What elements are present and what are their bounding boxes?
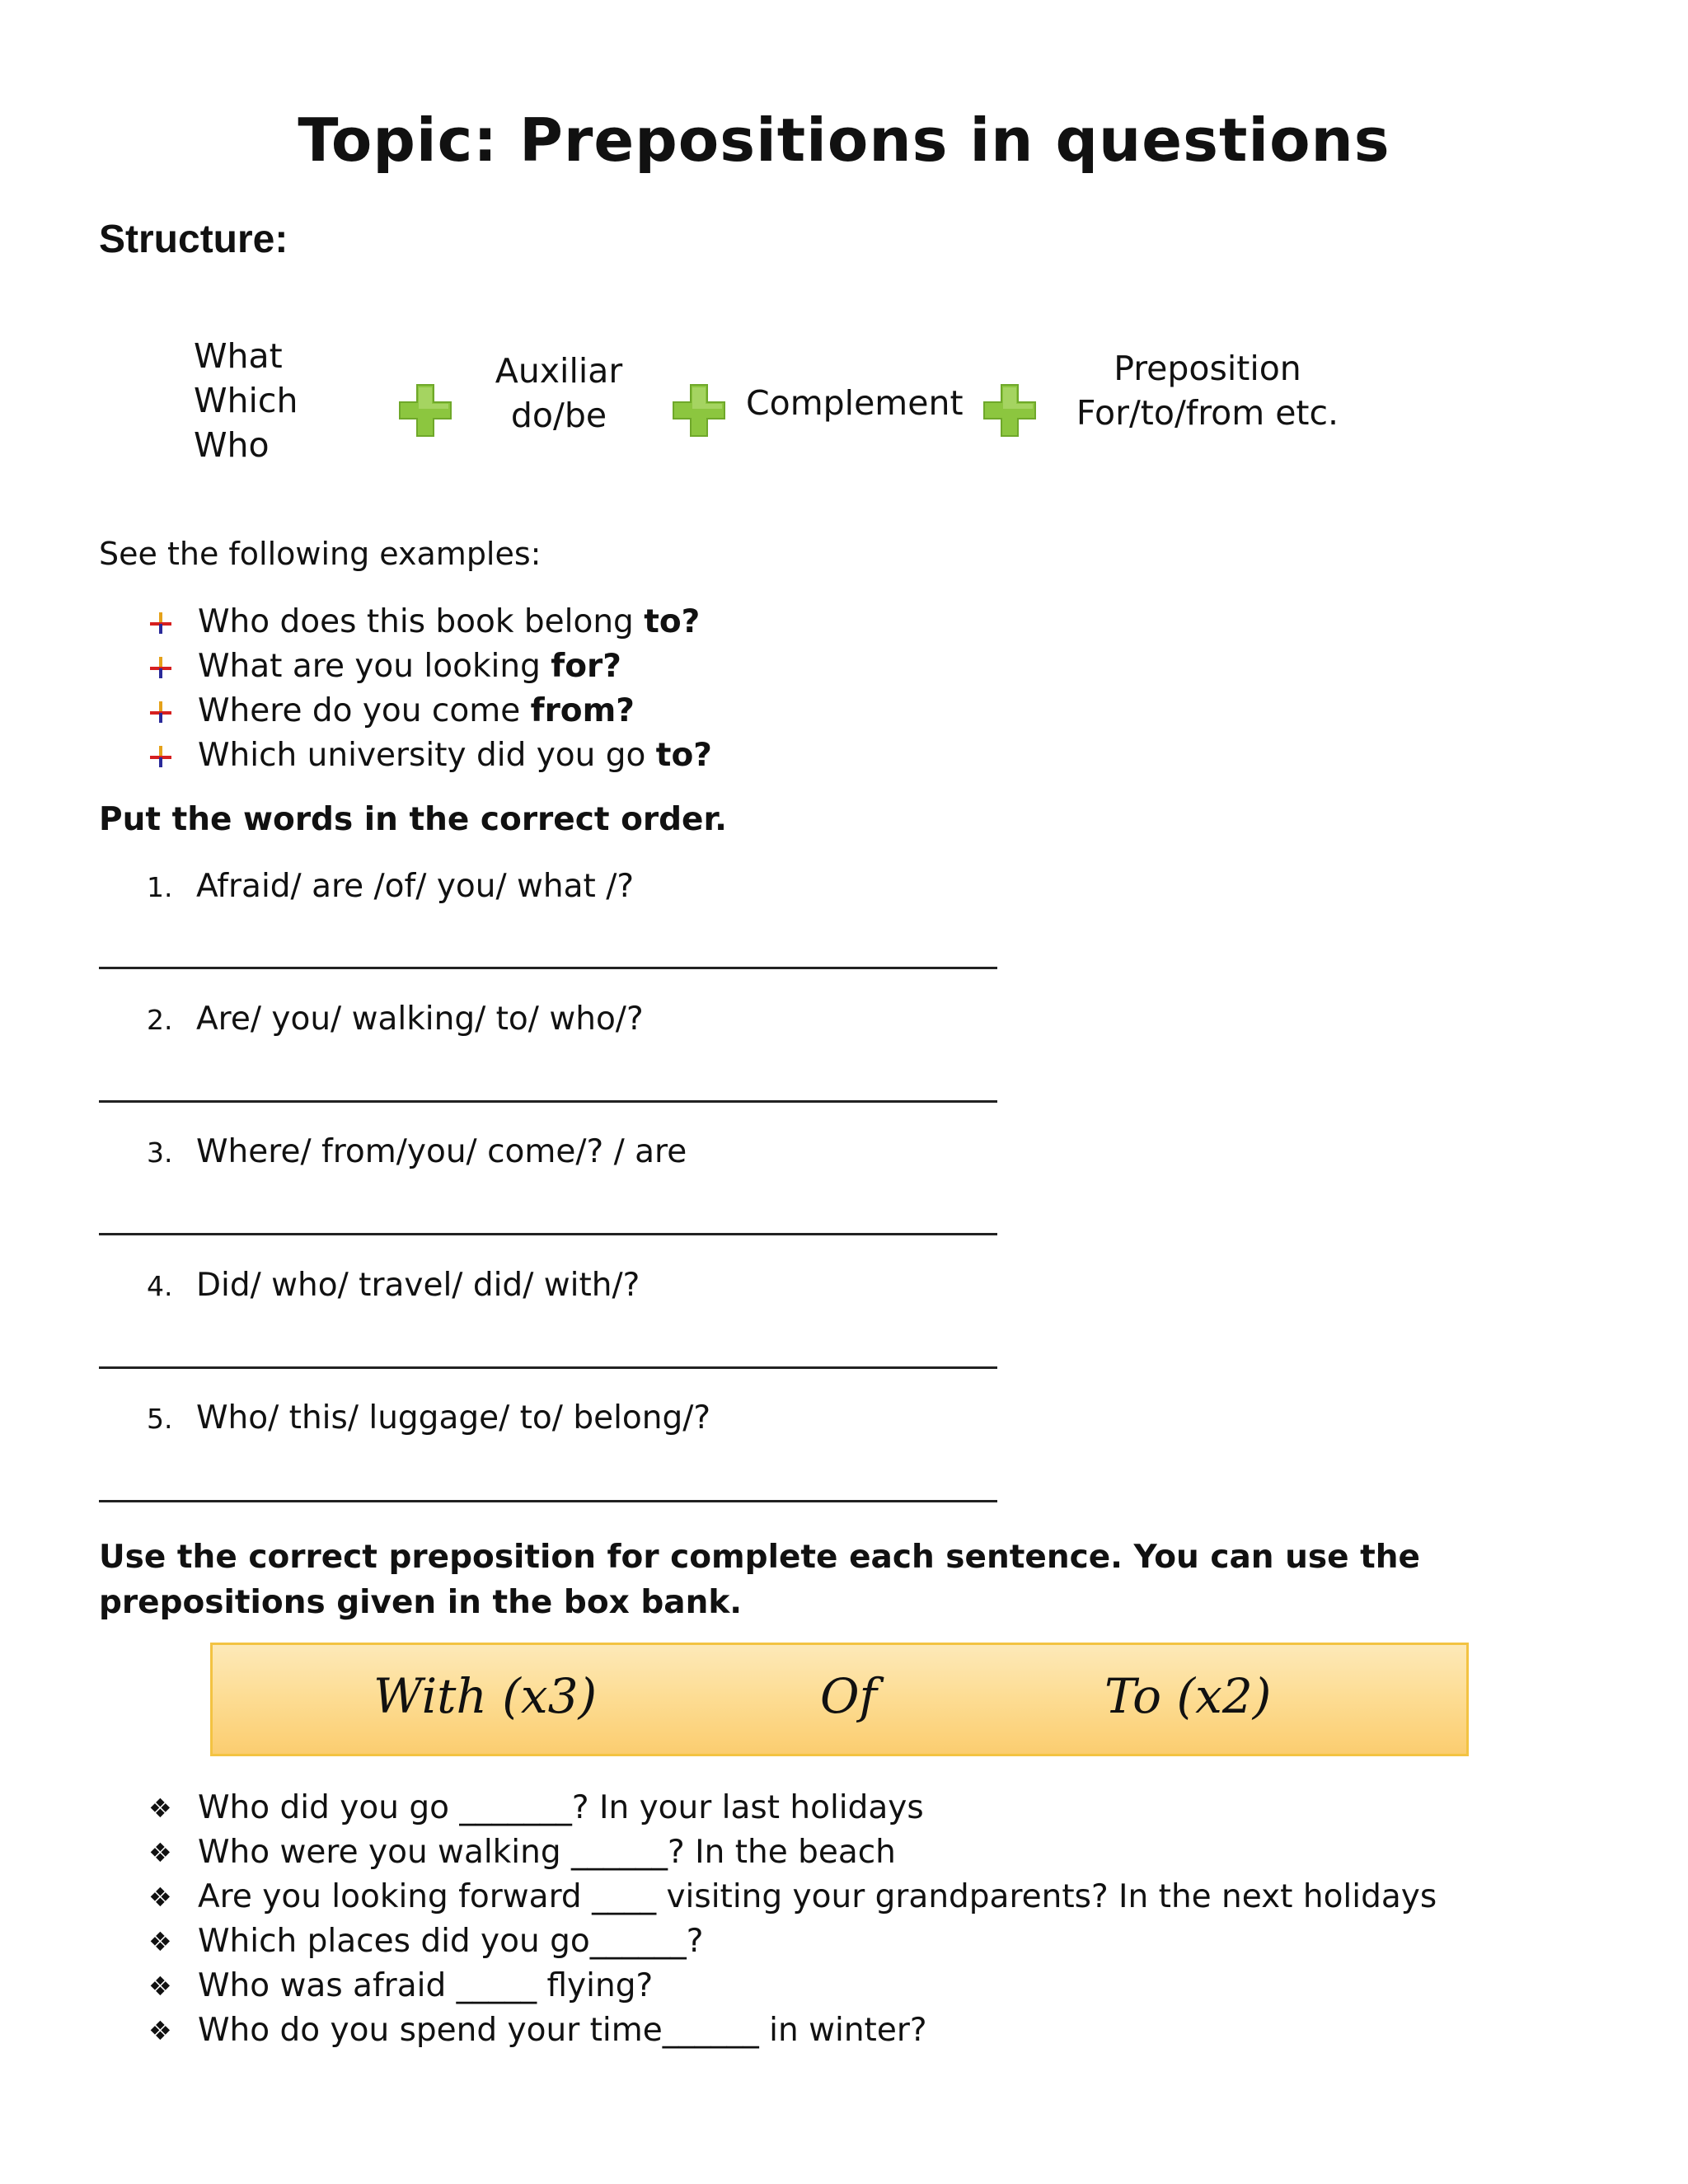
bank-word: With (x3) bbox=[373, 1668, 598, 1724]
list-item bbox=[148, 600, 712, 644]
structure-heading: Structure: bbox=[99, 218, 288, 261]
answer-line[interactable] bbox=[99, 1100, 997, 1103]
bank-word: Of bbox=[820, 1668, 878, 1724]
plus-icon bbox=[982, 383, 1037, 438]
wh-word: What bbox=[194, 336, 283, 376]
example-text: Where do you come bbox=[198, 692, 531, 729]
arrow-down-icon bbox=[148, 655, 173, 680]
exercise-item bbox=[147, 868, 634, 905]
list-item bbox=[148, 733, 712, 778]
wh-words-box bbox=[194, 334, 298, 467]
list-item bbox=[148, 644, 712, 689]
exercise-item bbox=[147, 1133, 687, 1170]
examples-intro: See the following examples: bbox=[99, 536, 542, 572]
exercise-text: Are/ you/ walking/ to/ who/? bbox=[196, 1001, 644, 1038]
diamond-bullet-icon: ❖ bbox=[148, 1793, 172, 1824]
auxiliar-label: Auxiliar bbox=[495, 351, 623, 391]
example-preposition: from? bbox=[530, 692, 635, 729]
list-item bbox=[148, 1919, 1437, 1964]
example-preposition: to? bbox=[655, 737, 712, 774]
preposition-label: Preposition bbox=[1114, 349, 1301, 388]
exercise-number: 5. bbox=[147, 1403, 173, 1435]
sentence-text: Who were you walking ______? In the beach bbox=[198, 1834, 896, 1871]
sentence-text: Who was afraid _____ flying? bbox=[198, 1967, 654, 2004]
arrow-down-icon bbox=[148, 611, 173, 635]
word-bank bbox=[210, 1643, 1469, 1756]
example-text: Who does this book belong bbox=[198, 603, 645, 640]
answer-line[interactable] bbox=[99, 967, 997, 969]
diamond-bullet-icon: ❖ bbox=[148, 2015, 172, 2046]
answer-line[interactable] bbox=[99, 1366, 997, 1369]
preposition-exercise-heading: Use the correct preposition for complete each sentence. You can use the prepositions given in the box bank. bbox=[99, 1539, 1420, 1621]
exercise-text: Where/ from/you/ come/? / are bbox=[196, 1133, 687, 1170]
auxiliar-box bbox=[481, 349, 637, 438]
list-item bbox=[148, 1830, 1437, 1875]
exercise-number: 4. bbox=[147, 1270, 173, 1302]
exercise-item bbox=[147, 1001, 644, 1038]
exercise-number: 3. bbox=[147, 1137, 173, 1169]
exercise-text: Afraid/ are /of/ you/ what /? bbox=[196, 868, 635, 905]
page-title: Topic: Prepositions in questions bbox=[298, 105, 1390, 175]
plus-icon bbox=[672, 383, 726, 438]
order-exercise-heading: Put the words in the correct order. bbox=[99, 801, 727, 838]
example-text: Which university did you go bbox=[198, 737, 656, 774]
fill-in-list bbox=[148, 1786, 1437, 2053]
exercise-item bbox=[147, 1399, 710, 1436]
arrow-down-icon bbox=[148, 700, 173, 724]
answer-line[interactable] bbox=[99, 1500, 997, 1502]
sentence-text: Are you looking forward ____ visiting your grandparents? In the next holidays bbox=[198, 1878, 1437, 1915]
preposition-examples: For/to/from etc. bbox=[1076, 393, 1339, 433]
diamond-bullet-icon: ❖ bbox=[148, 1971, 172, 2002]
wh-word: Which bbox=[194, 381, 298, 420]
diamond-bullet-icon: ❖ bbox=[148, 1926, 172, 1957]
bank-word: To (x2) bbox=[1104, 1668, 1272, 1724]
plus-icon bbox=[398, 383, 452, 438]
list-item bbox=[148, 1875, 1437, 1919]
diamond-bullet-icon: ❖ bbox=[148, 1882, 172, 1913]
diamond-bullet-icon: ❖ bbox=[148, 1837, 172, 1868]
list-item bbox=[148, 2008, 1437, 2053]
answer-line[interactable] bbox=[99, 1233, 997, 1235]
arrow-down-icon bbox=[148, 744, 173, 769]
example-text: What are you looking bbox=[198, 648, 551, 685]
complement-label: Complement bbox=[746, 383, 964, 423]
wh-word: Who bbox=[194, 425, 270, 465]
examples-list bbox=[148, 600, 712, 778]
sentence-text: Which places did you go______? bbox=[198, 1923, 704, 1960]
exercise-number: 1. bbox=[147, 871, 173, 903]
exercise-text: Did/ who/ travel/ did/ with/? bbox=[196, 1267, 640, 1304]
exercise-number: 2. bbox=[147, 1004, 173, 1036]
list-item bbox=[148, 1786, 1437, 1830]
example-preposition: to? bbox=[644, 603, 701, 640]
sentence-text: Who did you go _______? In your last holidays bbox=[198, 1789, 924, 1826]
auxiliar-examples: do/be bbox=[510, 396, 607, 435]
exercise-text: Who/ this/ luggage/ to/ belong/? bbox=[196, 1399, 711, 1436]
exercise-item bbox=[147, 1267, 640, 1304]
sentence-text: Who do you spend your time______ in winter? bbox=[198, 2012, 927, 2049]
list-item bbox=[148, 1964, 1437, 2008]
list-item bbox=[148, 689, 712, 733]
example-preposition: for? bbox=[551, 648, 621, 685]
preposition-box bbox=[1071, 346, 1343, 435]
